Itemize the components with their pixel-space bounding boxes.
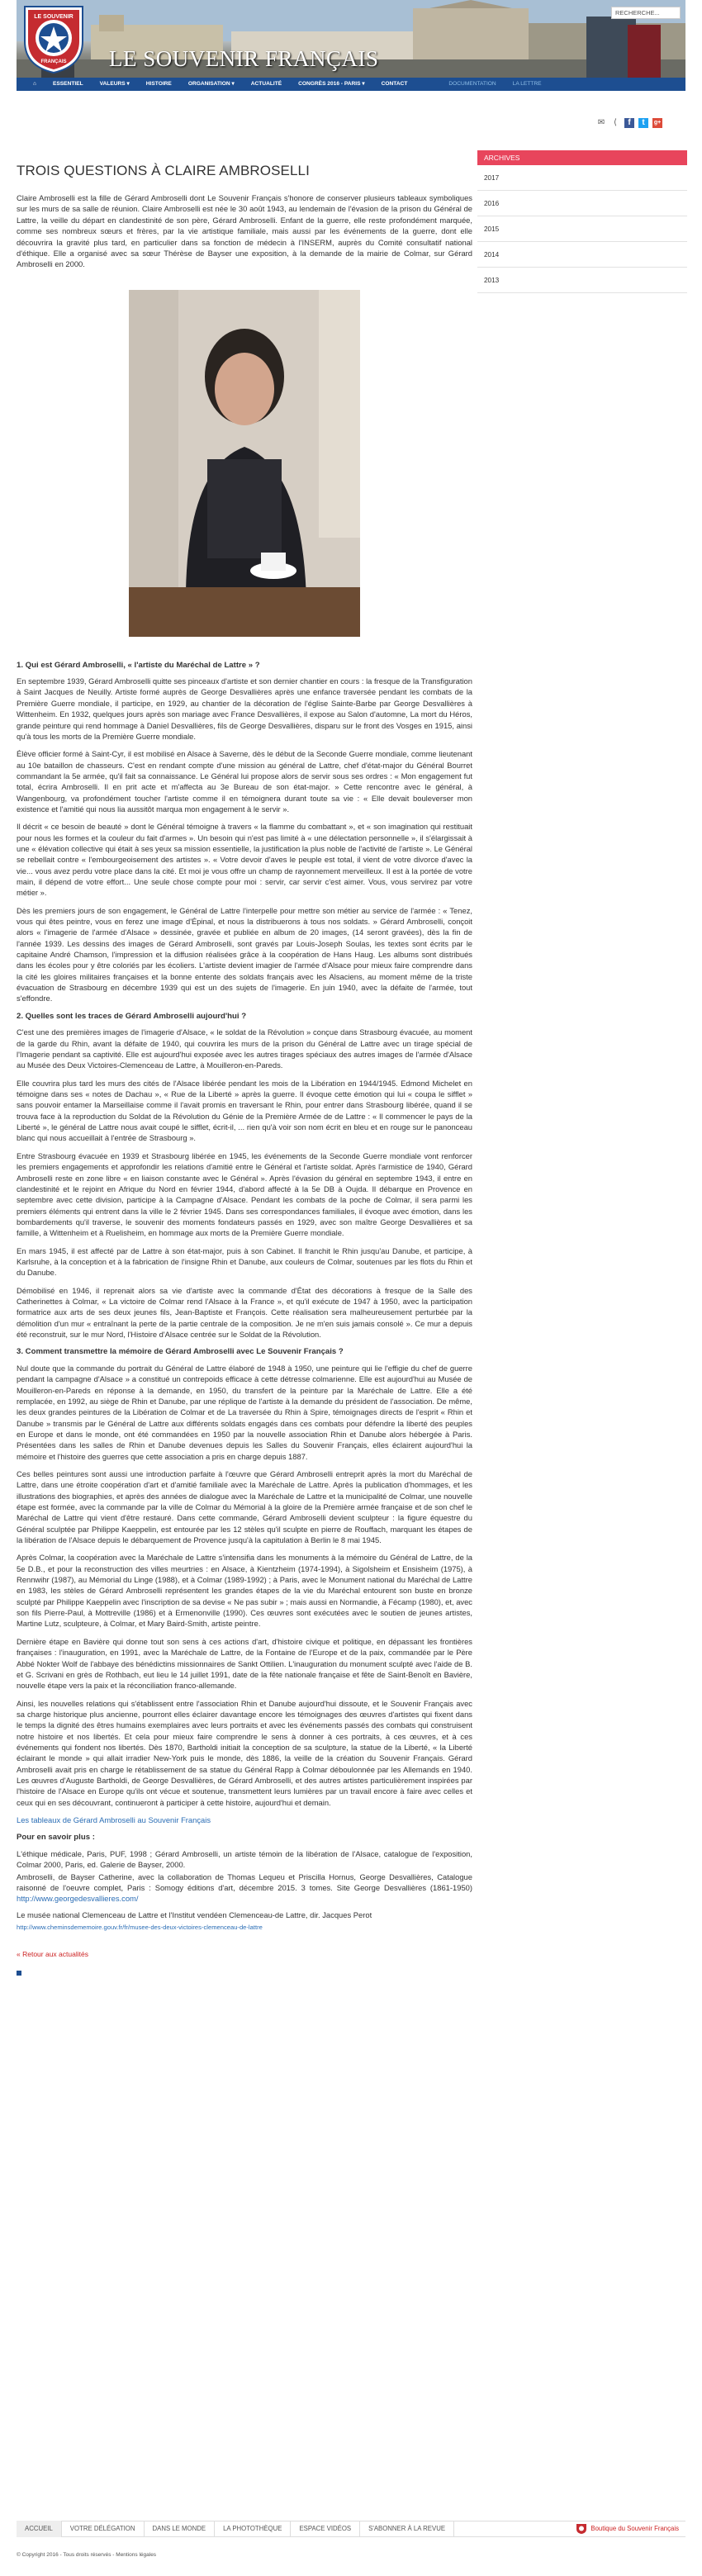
desvallieres-link[interactable]: http://www.georgedesvallieres.com/	[17, 1894, 139, 1904]
footer-videos[interactable]: ESPACE VIDÉOS	[291, 2521, 360, 2537]
nav-item-la-lettre[interactable]: LA LETTRE	[512, 81, 542, 87]
nav-item-congres[interactable]: CONGRÈS 2016 - PARIS ▾	[298, 81, 365, 87]
q2-paragraph-2: Elle couvrira plus tard les murs des cités de l'Alsace libérée pendant les mois de la Libération en 1944/1945. Edmond Michelet en témoigne dans ses « notes de Dachau », « Rue de la Liberté » après la guerre. Il évoque cette émotion qui lui « coupa le sifflet » sans pouvoir entamer la Marseillaise comme il l'avait promis en traversant le Rhin, pour entrer dans Strasbourg libérée, quand il se trouva face à la reproduction du Soldat de la Révolution du Génie de la Première Armée de de Lattre : « Il commencer le pays de la Liberté », le général de Lattre nous avait coupé le sifflet, écrit-il, ... rien qu'à voir son nom écrit en bleu et en rouge sur le panonceau blanc qui nous accueillait à l'entrée de Strasbourg ».	[17, 1078, 472, 1143]
footer-revue[interactable]: S'ABONNER À LA REVUE	[360, 2521, 454, 2537]
footer-delegation[interactable]: VOTRE DÉLÉGATION	[62, 2521, 145, 2537]
site-header	[0, 0, 702, 91]
sidebar	[477, 150, 687, 293]
footer-phototheque[interactable]: LA PHOTOTHÈQUE	[215, 2521, 291, 2537]
q3-paragraph-3: Après Colmar, la coopération avec la Maréchale de Lattre s'intensifia dans les monuments à la mémoire du Général de Lattre, de la 5e D.B., et pour la reconstruction des villes meurtries : en Alsace, à Kientzheim (1974-1994), à Sigolsheim et Ensisheim (1975), à Rennwihr (1987), au Mémorial du Linge (1988), et à Colmar (1989-1992) ; à Paris, avec le Monument national du Maréchal de Lattre en 1983, les stèles de Gérard Ambroselli représentent les grandes étapes de la vie du Maréchal entourent son buste en bronze sculpté par Philippe Kaeppelin avec l'inscription de sa devise « Ne pas subir » ; mais aussi en Normandie, à Fécamp (1980), et, avec son fils Pierre-Paul, à Mottreville (1986) et à Ermenonville (1990). Ces œuvres sont exécutées avec le soutien de jeunes artistes, Martine Lutz, sculpteure, à Colmar, et Mary Baird-Smith, artiste peintre.	[17, 1553, 472, 1629]
page-title: TROIS QUESTIONS À CLAIRE AMBROSELLI	[17, 163, 310, 178]
nav-item-contact[interactable]: CONTACT	[381, 81, 408, 87]
nav-item-histoire[interactable]: HISTOIRE	[145, 81, 172, 87]
archive-item-2013[interactable]: 2013	[477, 268, 687, 293]
q3-paragraph-5: Ainsi, les nouvelles relations qui s'établissent entre l'association Rhin et Danube aujourd'hui dissoute, et le Souvenir Français avec sa charge historique plus ancienne, pourront elles éclairer davantage encore les témoignages des œuvres d'artistes qui fixent dans le temps la dignité des êtres humains exemplaires avec leurs portraits et avec les événements passés des combats qui construisent notre histoire et nos libertés. Et cela pour mieux faire comprendre le sens à donner à ces portraits, à ces œuvres, et à ces événements qui fondent nos libertés. Dès 1870, Bartholdi initiait la conception de sa sculpture, la statue de la Liberté, « la Liberté éclairant le monde » qui allait irradier New-York puis le monde, dès 1886, la veille de la création du Souvenir Français. Gérard Ambroselli avait pris en charge le rétablissement de sa statue du Général Rapp à Colmar déboulonnée par les Allemands en 1940. Les œuvres d'Auguste Bartholdi, de George Desvallières, de Gérard Ambroselli, et des autres artistes particulièrement inspirées par l'histoire de l'Alsace en Europe qu'ils ont vécue et soutenue, transmettent leurs lumières par un travail encore à faire avec celles et ceux qui en ses découvrant, continueront à participer à cette histoire, aujourd'hui et demain.	[17, 1698, 472, 1807]
nav-item-actualite[interactable]: ACTUALITÉ	[250, 81, 282, 87]
nav-item-organisation[interactable]: ORGANISATION ▾	[187, 81, 235, 87]
q3-paragraph-2: Ces belles peintures sont aussi une introduction parfaite à l'œuvre que Gérard Ambroselli entreprit après la mort du Maréchal de Lattre, dans une étroite coopération d'art et d'amitié familiale avec la Maréchale de Lattre. Après la publication d'hommages, et les illustrations des biographies, et après des années de dialogue avec la Maréchale de Lattre et la municipalité de Colmar, une nouvelle étape est formée, avec la commande par la ville de Colmar du Mémorial à la gloire de la Première armée française et de son chef le Maréchal de Lattre qui vient d'être restauré. Dans cette commande, Gérard Ambroselli devient sculpteur : la figure équestre du Général sculptée par Philippe Kaeppelin, est entourée par les 12 stèles qu'il sculpte en pierre de Rouffach, marquant les étapes de la libération de l'Alsace depuis le débarquement de Provence jusqu'à la capitulation à Berlin le 8 mai 1945.	[17, 1469, 472, 1545]
q2-paragraph-1: C'est une des premières images de l'imagerie d'Alsace, « le soldat de la Révolution » conçue dans Strasbourg évacuée, au moment de la garde du Rhin, avant la défaite de 1940, qui couvrira les murs de la prison du Général de Lattre avec un tirage spécial de l'Imagerie pendant sa captivité. Elle est aujourd'hui exposée avec les autres tirages spéciaux des autres images de l'armée d'Alsace au Musée des Deux Victoires-Clemenceau de Lattre, à Mouilleron-en-Pareds.	[17, 1027, 472, 1070]
nav-item-home-icon[interactable]: ⌂	[33, 81, 36, 87]
pour-en-savoir-heading: Pour en savoir plus :	[17, 1833, 95, 1843]
q2-paragraph-5: Démobilisé en 1946, il reprenait alors sa vie d'artiste avec la commande d'État des décorations à fresque de la Salle des Catherinettes à Colmar, « La victoire de Colmar rend l'Alsace à la France », et qu'il exécute de 1947 à 1950, avec la participation formatrice aux arts de ses deux jeunes fils, Jean-Baptiste et François. Cette réalisation sera malheureusement perturbée par la démolition d'un mur « entraînant la perte de la partie centrale de la composition. Je ne m'en suis jamais consolé ». Ce mur a depuis été reconstruit, sur le mur Nord, l'Histoire d'Alsace centrée sur le Soldat de la Révolution.	[17, 1285, 472, 1339]
ref-3: Le musée national Clemenceau de Lattre et l'Institut vendéen Clemenceau-de Lattre, dir. Jacques Perot	[17, 1909, 372, 1919]
archive-item-2015[interactable]: 2015	[477, 216, 687, 242]
q3-paragraph-1: Nul doute que la commande du portrait du Général de Lattre élaboré de 1948 à 1950, une peinture qui lie l'effigie du chef de guerre pendant la campagne d'Alsace » a constitué un contrepoids efficace à cette détresse colmarienne. Elle est aujourd'hui au Musée de Mouilleron-en-Pareds en réponse à la demande, en 1950, du transfert de la peinture par la Maréchale de Lattre. Elle a été remplacée, en 1992, au siège de Rhin et Danube, par une réplique de l'artiste à la demande du président de l'association. De même, les deux grandes peintures de la Libération de Colmar et de La traversée du Rhin à Spire, témoignages directs de l'esprit « Rhin et Danube » transmis par le Général de Lattre aux différents soldats engagés dans ces combats pour défendre la liberté des peuples en Europe et dans le monde, ont été commandées en 1950 par la nouvelle association Rhin et Danube alors hébergée à Paris. Présentées dans les salles de Rhin et Danube devenues depuis les Salles du Souvenir Français, elles éclairent aujourd'hui la mémoire et l'histoire des guerres que cette association a pris en charge depuis 1887.	[17, 1363, 472, 1461]
tableaux-link[interactable]: Les tableaux de Gérard Ambroselli au Souvenir Français	[17, 1815, 211, 1824]
ref-1: L'éthique médicale, Paris, PUF, 1998 ; Gérard Ambroselli, un artiste témoin de la libération de l'Alsace, catalogue de l'exposition, Colmar 2000, Paris, ed. Galerie de Bayser, 2000.	[17, 1848, 472, 1870]
q1-paragraph-1: En septembre 1939, Gérard Ambroselli quitte ses pinceaux d'artiste et son dernier chantier en cours : la fresque de la Transfiguration à Saint Jacques de Neuilly. Artiste formé auprès de George Desvallières après une enfance traversée pendant les combats de la Première Guerre mondiale, il participe, en 1929, au chantier de la décoration de l'église Sainte-Barbe par George Desvallières à Wittenheim. En 1932, quelques jours après son mariage avec France Desvallières, il expose au Salon d'automne, La mort du Héros, grande peinture qui rend hommage à Daniel Desvallières, fils de George Desvallières, disparu sur le front des Vosges en 1915, ainsi qu'à tous les morts de la Première Guerre mondiale.	[17, 676, 472, 741]
q1-paragraph-4: Dès les premiers jours de son engagement, le Général de Lattre l'interpelle pour mettre son métier au service de l'armée : « Tenez, vous qui êtes peintre, vous en ferez une image d'Épinal, et nous la distribuerons à tous nos soldats. » Gérard Ambroselli, conçoit alors « l'imagerie de l'armée d'Alsace » dessinée, gravée et publiée en album de 20 images, (14 seront gravées), dès la fin de l'année 1939. Les dessins des images de Gérard Ambroselli, sont gravés par Louis-Joseph Soulas, les textes sont écrits par le capitaine André Chamson, l'impression et la diffusion réalisées grâce à la coopération de Hans Haug. Les albums sont distribués dans les écoles pour y être coloriés par les écoliers. L'artiste devient imagier de l'armée d'Alsace pour mieux faire comprendre dans la cité les gloires militaires françaises et la bonne entente des soldats français avec les Alsaciens, au moment même de la triste évacuation de Strasbourg en décembre 1939 qui est un des sujets de l'imagerie. En juin 1940, avec la défaite de l'armée, tout s'effondre.	[17, 905, 472, 1003]
memoire-link[interactable]: http://www.cheminsdememoire.gouv.fr/fr/musee-des-deux-victoires-clemenceau-de-lattre	[17, 1924, 263, 1931]
twitter-icon[interactable]: t	[638, 118, 648, 128]
header-banner	[17, 0, 685, 78]
logo-text-top: LE SOUVENIR	[34, 14, 74, 20]
footer-nav	[17, 2521, 685, 2537]
boutique-label: Boutique du Souvenir Français	[591, 2525, 679, 2533]
googleplus-icon[interactable]: g+	[652, 118, 662, 128]
q1-paragraph-2: Élève officier formé à Saint-Cyr, il est mobilisé en Alsace à Saverne, dès le début de la Seconde Guerre mondiale, comme lieutenant au 10e bataillon de chasseurs. C'est en rendant compte d'une mission au général de Lattre, chef d'état-major du Général Bourret commandant la 5e armée, qu'il fait sa connaissance. Le Général lui propose alors de servir sous ses ordres : « Mon engagement fut total, écrira Ambroselli. Il en prit acte et m'affecta au 3e Bureau de son état-major. » Cette rencontre avec le général, à Wangenbourg, va profondément toucher l'artiste comme il en témoignera durant toute sa vie : « Elle devait bouleverser mon existence et l'amitié qui nous lia aussitôt marqua mon engagement à le servir ».	[17, 749, 472, 814]
nav-item-documentation[interactable]: DOCUMENTATION	[448, 81, 496, 87]
footer-accueil[interactable]: ACCUEIL	[17, 2521, 62, 2537]
share-icon[interactable]: ⟨	[614, 117, 617, 127]
footer-monde[interactable]: DANS LE MONDE	[145, 2521, 216, 2537]
archives-heading: ARCHIVES	[477, 150, 687, 165]
article	[17, 107, 472, 1976]
back-link[interactable]: « Retour aux actualités	[17, 1949, 88, 1958]
archive-item-2017[interactable]: 2017	[477, 165, 687, 191]
portrait-photo	[129, 290, 360, 637]
copyright: © Copyright 2016 - Tous droits réservés - Mentions légales	[17, 2552, 157, 2558]
email-icon[interactable]: ✉	[597, 117, 605, 127]
facebook-icon[interactable]: f	[624, 118, 634, 128]
logo-text-bottom: FRANÇAIS	[40, 59, 67, 64]
boutique-logo-icon	[576, 2523, 587, 2535]
ref-2: Ambroselli, de Bayser Catherine, avec la collaboration de Thomas Lequeu et Priscilla Hornus, George Desvallières, Catalogue raisonné de l'oeuvre complet, Paris : Somogy éditions d'art, décembre 2015. 3 tomes. Site George Desvallières (1861-1950)	[17, 1872, 472, 1892]
q1-heading: 1. Qui est Gérard Ambroselli, « l'artiste du Maréchal de Lattre » ?	[17, 660, 260, 670]
share-bar	[596, 118, 662, 128]
q2-heading: 2. Quelles sont les traces de Gérard Ambroselli aujourd'hui ?	[17, 1011, 247, 1021]
site-logo[interactable]	[21, 3, 86, 74]
intro-paragraph: Claire Ambroselli est la fille de Gérard Ambroselli dont Le Souvenir Français s'honore de conserver plusieurs tableaux symboliques sur les murs de sa salle de réunion. Claire Ambroselli est née le 30 août 1943, au lendemain de l'évasion de la prison du Général de Lattre, la veille du départ en clandestinité de son père, Gérard Ambroselli. Enfant de la guerre, elle reste profondément marquée, comme ses nombreux sœurs et frères, par la vie artistique familiale, mais aussi par les événements de la guerre, dont elle découvrira la gravité plus tard, en particulier dans sa fonction de médecin à l'INSERM, auprès du Comité consultatif national d'éthique. Elle a organisé avec sa sœur Thérèse de Bayser une exposition, à la demande de la mairie de Colmar, sur Gérard Ambroselli en 2000.	[17, 193, 472, 269]
q1-paragraph-3: Il décrit « ce besoin de beauté » dont le Général témoigne à travers « la flamme du combattant », et « son imagination qui restituait pour nous les formes et la couleur du fait d'armes ». Un besoin qui n'est pas limité à « une délectation personnelle », il s'élargissait à une « élévation collective qui était à ses yeux sa mission essentielle, la justification la plus noble de l'activité de l'artiste ». Le Général se rebellait contre « l'embourgeoisement des artistes ». « Votre devoir d'aves le peuple est total, il vient de votre divorce d'avec la vie... vous avez perdu votre place dans la cité. Et moi je vous offre un champ de rayonnement merveilleux. Il est à la portée de votre main, il dépend de votre effort... Une seule chose compte pour moi : servir, car servir c'est aimer. Vous, vous servirez par votre métier ».	[17, 822, 472, 898]
nav-item-valeurs[interactable]: VALEURS ▾	[99, 81, 130, 87]
archive-item-2014[interactable]: 2014	[477, 242, 687, 268]
site-title[interactable]: LE SOUVENIR FRANÇAIS	[109, 46, 379, 71]
q3-heading: 3. Comment transmettre la mémoire de Gérard Ambroselli avec Le Souvenir Français ?	[17, 1347, 344, 1357]
q2-paragraph-3: Entre Strasbourg évacuée en 1939 et Strasbourg libérée en 1945, les événements de la Seconde Guerre mondiale vont renforcer les premiers engagements et approfondir les relations d'amitié entre le Général et l'artiste soldat. Après l'armistice de 1940, Gérard Ambroselli reste en zone libre « en liaison constante avec le Général ». Après l'évasion du général en septembre 1943, il entre en clandestinité et le rejoint en Afrique du Nord en février 1944, d'abord affecté à la 5e DB à Oujda. Il débarque en Provence en septembre avec cette division, participe à la Campagne d'Alsace. Pendant les combats de la poche de Colmar, il sera parmi les premiers éléments qui entrent dans la ville le 2 février 1945. Dans ses correspondances familiales, il évoque avec émotion, dans les bombardements qu'il traverse, le souvenir des moments fondateurs passés en 1929, avec son maître George Desvallières et sa famille, à Wittenheim et à Ruelisheim, en hommage aux morts de la Première Guerre mondiale.	[17, 1150, 472, 1238]
q2-paragraph-4: En mars 1945, il est affecté par de Lattre à son état-major, puis à son Cabinet. Il franchit le Rhin jusqu'au Danube, et participe, à Karlsruhe, à la conception et à la fabrication de l'insigne Rhin et Danube, aux couleurs de Colmar, soutenues par les flots du Rhin et du Danube.	[17, 1245, 472, 1278]
q3-paragraph-4: Dernière étape en Bavière qui donne tout son sens à ces actions d'art, d'histoire civique et politique, en dépassant les frontières françaises : l'inauguration, en 1991, avec la Maréchale de Lattre, de la Fontaine de l'Europe et de la paix, commandée par le Père Abbé Nokter Wolf de l'abbaye des bénédictins missionnaires de Sankt Ottilien. L'inauguration du monument sculpté avec l'aide de B. et G. Scrivani en grès de Rothbach, eut lieu le 14 juillet 1991, date de la fête nationale française et fête de Saint-Benoît en Bavière, nouvelle étape vers la paix et la réconciliation franco-allemande.	[17, 1636, 472, 1691]
main-nav	[17, 78, 685, 91]
nav-item-essentiel[interactable]: ESSENTIEL	[52, 81, 83, 87]
decor-square	[17, 1971, 21, 1976]
archive-item-2016[interactable]: 2016	[477, 191, 687, 216]
search-input[interactable]: RECHERCHE...	[611, 7, 681, 19]
boutique-link[interactable]	[576, 2523, 685, 2535]
